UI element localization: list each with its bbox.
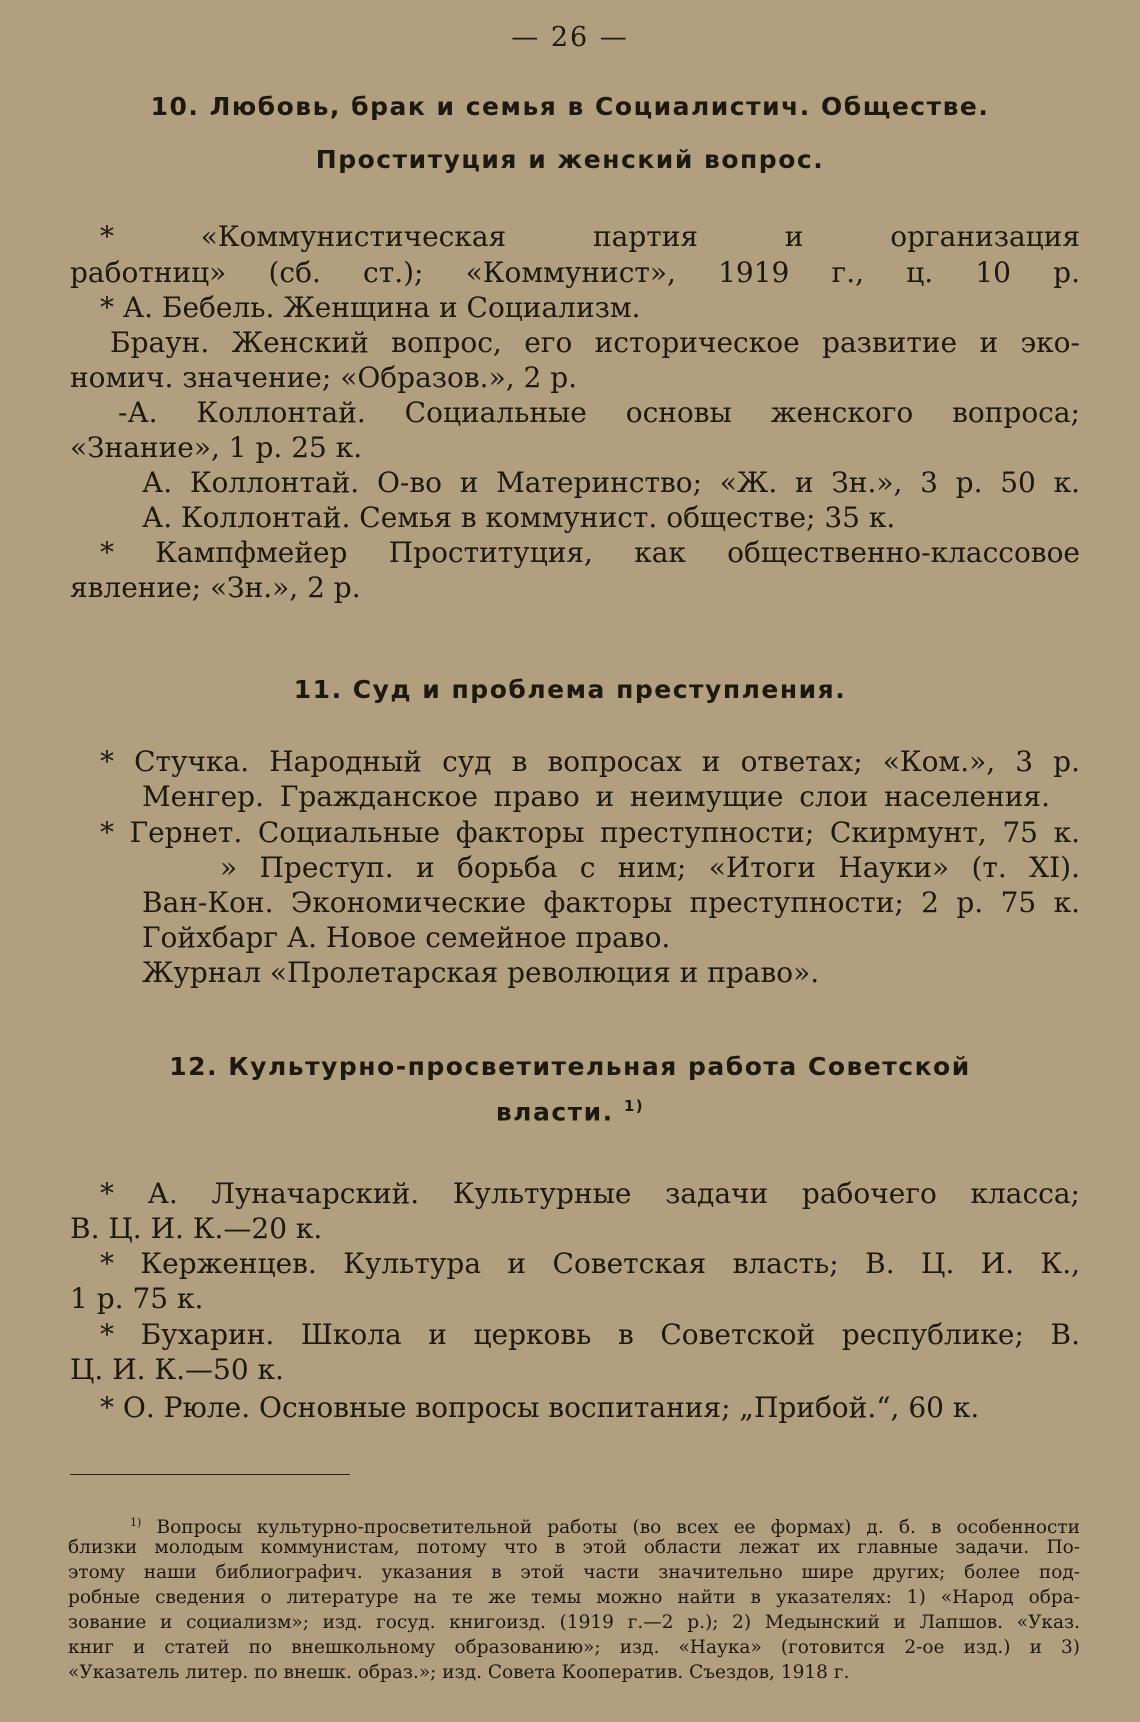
entry-line: -А. Коллонтай. Социальные основы женского вопроса;: [118, 396, 1080, 429]
footnote-line: робные сведения о литературе на те же темы можно найти в указателях: 1) «Народ обра-: [68, 1587, 1080, 1608]
entry-line: * Бухарин. Школа и церковь в Советской республике; В.: [100, 1318, 1080, 1351]
entry-line: явление; «Зн.», 2 р.: [70, 571, 361, 604]
section-11-heading: 11. Суд и проблема преступления.: [293, 675, 847, 704]
entry-line: * Стучка. Народный суд в вопросах и ответах; «Ком.», 3 р.: [100, 745, 1080, 778]
footnote-line: близки молодым коммунистам, потому что в этой области лежат их главные задачи. По-: [68, 1537, 1080, 1558]
entry-line: номич. значение; «Образов.», 2 р.: [70, 361, 578, 394]
entry-line: Ван-Кон. Экономические факторы преступности; 2 р. 75 к.: [142, 886, 1080, 919]
entry-line: * О. Рюле. Основные вопросы воспитания; „Прибой.“, 60 к.: [100, 1391, 980, 1424]
footnote-divider: [70, 1474, 350, 1475]
footnote-line: зование и социализм»; изд. госуд. книгоизд. (1919 г.—2 р.); 2) Медынский и Лапшов. «Указ.: [68, 1612, 1080, 1633]
footnote-line: $^{1)}$ Вопросы культурно-просветительной работы (во всех ее формах) д. б. в особенности: [130, 1516, 1080, 1539]
entry-line: * Керженцев. Культура и Советская власть; В. Ц. И. К.,: [100, 1247, 1080, 1280]
section-12-heading-line-1: 12. Культурно-просветительная работа Советской: [169, 1052, 971, 1081]
footnote-marker: 1): [623, 1097, 645, 1115]
entry-line: А. Коллонтай. О-во и Материнство; «Ж. и Зн.», 3 р. 50 к.: [142, 466, 1080, 499]
entry-line: * Гернет. Социальные факторы преступности; Скирмунт, 75 к.: [100, 816, 1080, 849]
section-12-heading-line-2: власти. $^{1)}$: [495, 1097, 645, 1127]
entry-line: «Знание», 1 р. 25 к.: [70, 431, 363, 464]
entry-line: работниц» (сб. ст.); «Коммунист», 1919 г., ц. 10 р.: [70, 256, 1080, 289]
entry-line: * Кампфмейер Проституция, как общественно-классовое: [100, 536, 1080, 569]
entry-line: * «Коммунистическая партия и организация: [100, 220, 1080, 253]
entry-line: 1 р. 75 к.: [70, 1282, 204, 1315]
entry-line: Гойхбарг А. Новое семейное право.: [142, 921, 671, 954]
entry-line: Браун. Женский вопрос, его историческое развитие и эко-: [110, 326, 1080, 359]
footnote-line: этому наши библиографич. указания в этой части значительно шире других; более под-: [68, 1562, 1080, 1583]
entry-line: » Преступ. и борьба с ним; «Итоги Науки» (т. XI).: [220, 851, 1080, 884]
entry-line: Журнал «Пролетарская революция и право».: [142, 956, 820, 989]
section-10-heading-line-1: 10. Любовь, брак и семья в Социалистич. Обществе.: [150, 92, 990, 121]
section-10-heading-line-2: Проституция и женский вопрос.: [315, 145, 825, 174]
footnote-line: «Указатель литер. по внешк. образ.»; изд. Совета Кооператив. Съездов, 1918 г.: [68, 1662, 850, 1683]
entry-line: А. Коллонтай. Семья в коммунист. обществе; 35 к.: [142, 501, 896, 534]
entry-line: В. Ц. И. К.—20 к.: [70, 1212, 323, 1245]
footnote-line: книг и статей по внешкольному образованию»; изд. «Наука» (готовится 2-ое изд.) и 3): [68, 1637, 1080, 1658]
entry-line: * А. Луначарский. Культурные задачи рабочего класса;: [100, 1177, 1080, 1210]
entry-line: * А. Бебель. Женщина и Социализм.: [100, 291, 641, 324]
entry-line: Менгер. Гражданское право и неимущие слои населения.: [142, 780, 1050, 813]
entry-line: Ц. И. К.—50 к.: [70, 1353, 284, 1386]
page-number: — 26 —: [511, 22, 629, 53]
